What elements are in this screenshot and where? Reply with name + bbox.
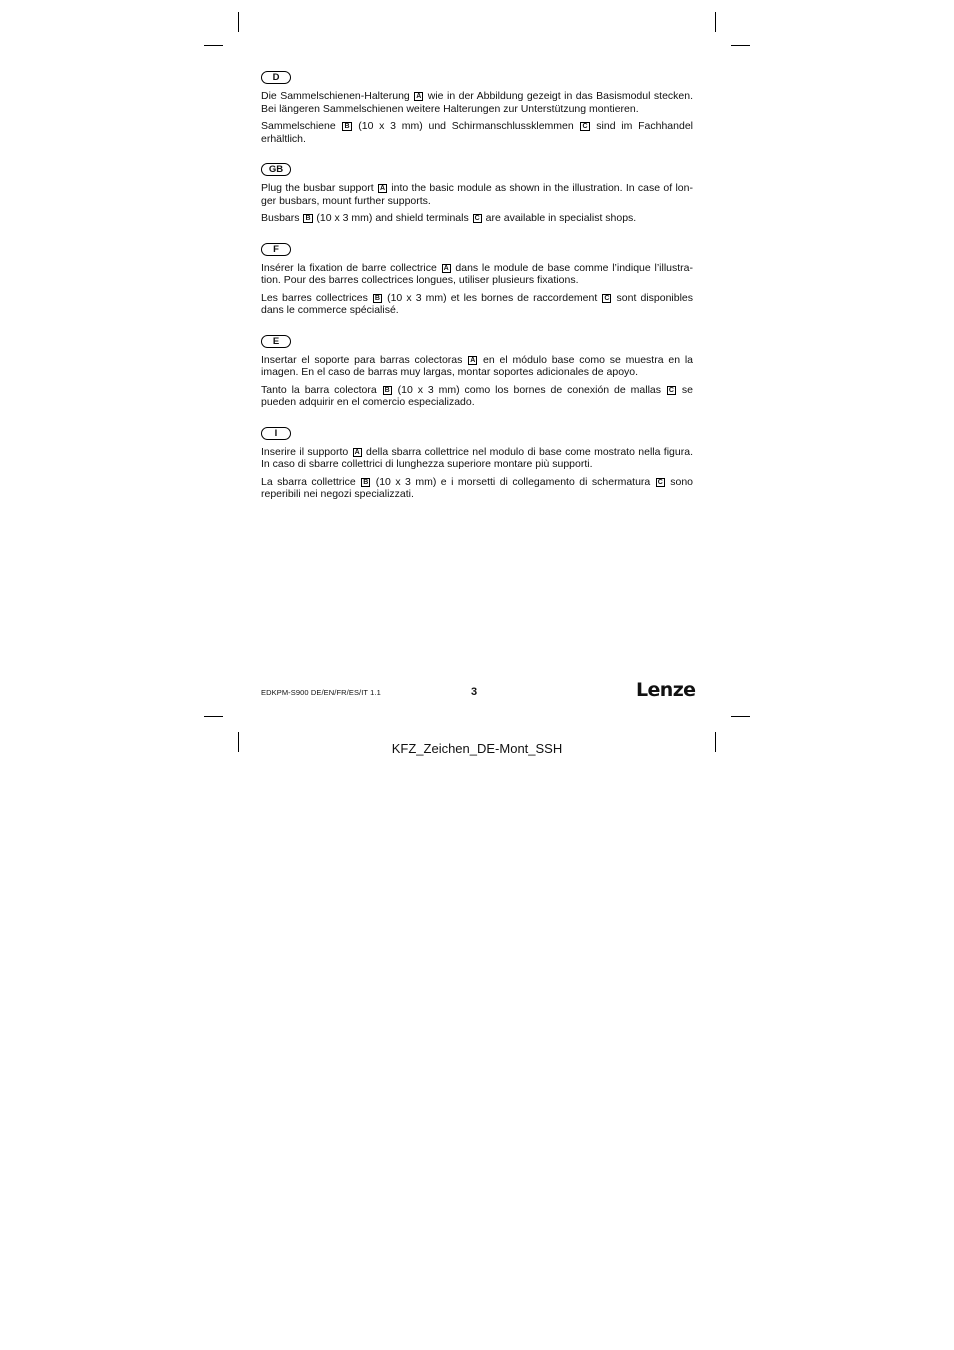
lenze-logo: Lenze (636, 679, 696, 701)
reference-label: C (668, 386, 674, 394)
text: Die Sammelschienen-Halterung (261, 90, 414, 102)
text: Les barres collectrices (261, 291, 372, 304)
text: (10 x 3 mm) como los bornes de conexión de mallas (392, 383, 666, 396)
reference-label: B (374, 294, 380, 302)
reference-label: A (443, 264, 449, 272)
language-badge: F (261, 243, 291, 256)
text: en el módulo base como se muestra en la imagen. En el caso de barras muy largas, montar soportes adicionales de apoyo. (261, 353, 693, 378)
paragraph (261, 90, 693, 115)
text: (10 x 3 mm) et les bornes de raccordement (382, 291, 602, 304)
document-code: EDKPM-S900 DE/EN/FR/ES/IT 1.1 (261, 688, 381, 697)
text: into the basic module as shown in the illustration. In case of longer busbars, mount further supports. (261, 182, 693, 207)
text: La sbarra collettrice (261, 475, 361, 488)
text: (10 x 3 mm) and shield terminals (313, 212, 472, 224)
section-f (261, 239, 693, 317)
language-badge: E (261, 335, 291, 348)
crop-mark-bottom-right-h (731, 716, 750, 717)
section-de (261, 67, 693, 145)
reference-label: C (604, 294, 610, 302)
text: dans le module de base comme l’indique l’illustration. Pour des barres collectrices longues, utiliser plusieurs fixations. (261, 261, 693, 286)
paragraph (261, 446, 693, 471)
section-e (261, 331, 693, 409)
paragraph (261, 182, 693, 207)
language-badge: I (261, 427, 291, 440)
crop-mark-top-right (715, 12, 716, 32)
text: Insérer la fixation de barre collectrice (261, 261, 441, 274)
text: Plug the busbar support (261, 182, 377, 194)
reference-label: B (305, 215, 311, 222)
text: se pueden adquirir en el comercio especializado. (261, 383, 693, 408)
reference-label: B (363, 478, 369, 486)
reference-label: B (384, 386, 390, 394)
paragraph (261, 354, 693, 379)
page-number: 3 (471, 686, 478, 698)
reference-label: C (582, 123, 588, 130)
text: sono reperibili nei negozi specializzati. (261, 475, 694, 500)
paragraph (261, 292, 693, 317)
crop-mark-bottom-left-h (204, 716, 223, 717)
section-gb (261, 159, 693, 225)
reference-label: A (416, 93, 422, 100)
text: sont disponibles dans le commerce spécialisé. (261, 291, 694, 316)
language-badge: D (261, 71, 291, 84)
paragraph (261, 120, 693, 145)
language-badge: GB (261, 163, 291, 176)
paragraph (261, 384, 693, 409)
reference-label: C (657, 478, 663, 486)
crop-mark-top-right-h (731, 45, 750, 46)
text: Busbars (261, 212, 303, 224)
paragraph (261, 262, 693, 287)
text: sind im Fachhandel erhältlich. (261, 120, 694, 145)
text: Tanto la barra colectora (261, 383, 382, 396)
crop-mark-top-left (238, 12, 239, 32)
section-i (261, 423, 693, 501)
text: Insertar el soporte para barras colectoras (261, 353, 468, 366)
text: Inserire il supporto (261, 445, 352, 458)
text: are available in specialist shops. (482, 212, 637, 224)
text: (10 x 3 mm) und Schirmanschlussklemmen (352, 120, 580, 132)
text: (10 x 3 mm) e i morsetti di collegamento di schermatura (371, 475, 655, 488)
reference-label: C (474, 215, 480, 222)
text: della sbarra collettrice nel modulo di base come mostrato nella figura. In caso di sbarre collettrici di lunghezza superiore montare più supporti. (261, 445, 693, 470)
paragraph (261, 212, 693, 225)
reference-label: B (344, 123, 350, 130)
text: Sammelschiene (261, 120, 342, 132)
job-name-label: KFZ_Zeichen_DE-Mont_SSH (391, 741, 563, 756)
text: wie in der Abbildung gezeigt in das Basismodul stecken. Bei längeren Sammelschienen weitere Halterungen zur Unterstützung montieren. (261, 90, 694, 115)
crop-mark-top-left-h (204, 45, 223, 46)
reference-label: A (354, 448, 360, 456)
reference-label: A (470, 356, 476, 364)
instruction-content (261, 67, 693, 515)
paragraph (261, 476, 693, 501)
reference-label: A (379, 185, 385, 192)
